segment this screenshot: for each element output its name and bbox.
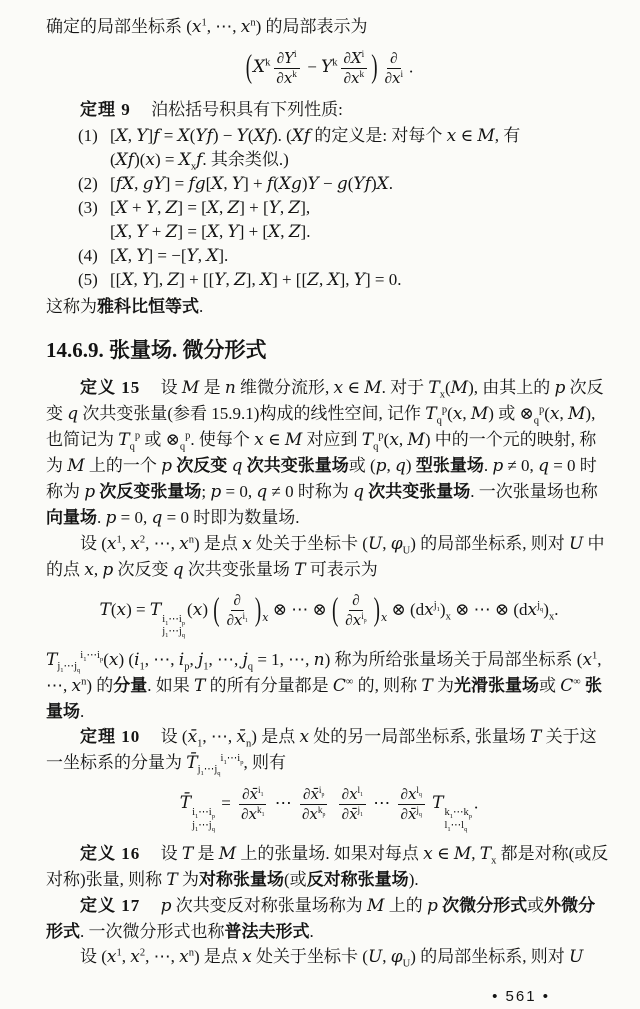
- lower-indices: $l_1\cdots l_q$: [444, 819, 468, 833]
- x-term: $X^k$: [253, 57, 271, 78]
- section-heading: 14.6.9. 张量场. 微分形式: [46, 338, 267, 362]
- rhs-tensor: T: [432, 793, 444, 814]
- theorem-9: [46, 97, 612, 122]
- period: .: [409, 57, 414, 77]
- property-item-4: [46, 244, 612, 268]
- property-item-1: [46, 124, 612, 172]
- bracket-vector-field-formula: [46, 49, 612, 88]
- argument: (x): [187, 599, 208, 620]
- point-subscript: x: [380, 610, 388, 624]
- tensor-expansion-formula: [46, 592, 612, 638]
- denominator: ∂x̄$^{j_q}$: [400, 805, 422, 824]
- tensor-indices: [192, 807, 215, 831]
- denominator: $\partial x^k$: [276, 69, 297, 87]
- tensor-transform-formula: [46, 785, 612, 832]
- close-paren: ): [373, 592, 380, 629]
- item-text: [X + Y, Z] = [X, Z] + [Y, Z],: [110, 198, 311, 218]
- item-text-cont: [X, Y + Z] = [X, Y] + [X, Z].: [110, 222, 311, 242]
- upper-indices: $i_1\cdots i_p$: [192, 807, 215, 821]
- property-list: [46, 124, 612, 292]
- item-text: [X, Y]f = X(Yf) − Y(Xf). (Xf 的定义是: 对每个 x ∈ M, 有: [110, 126, 521, 146]
- formula-lead: T(x) = T: [99, 599, 162, 620]
- property-item-2: [46, 172, 612, 196]
- fraction: [382, 50, 406, 88]
- fraction: [299, 785, 328, 824]
- numerator: ∂x̄$^{i_p}$: [300, 785, 327, 805]
- open-paren: (: [331, 592, 339, 629]
- y-term: $Y^k$: [321, 57, 338, 78]
- property-item-5: [46, 268, 612, 292]
- denominator: $\partial x^{i_1}$: [226, 611, 248, 629]
- close-paren: ): [254, 592, 262, 629]
- fraction: [224, 592, 251, 630]
- numerator: ∂x̄$^{i_1}$: [239, 785, 266, 805]
- theorem-10: [46, 724, 612, 776]
- tensor-product-dots: ⊗ ⋯ ⊗: [272, 599, 327, 619]
- numerator: $\partial Y^i$: [274, 49, 300, 69]
- lower-indices: $j_1\cdots j_q$: [192, 819, 215, 833]
- lhs-tensor: T̄: [179, 793, 192, 814]
- theorem-9-label: 定理 9: [80, 100, 131, 119]
- denominator: $\partial x^{k_p}$: [301, 805, 326, 824]
- definition-17-label: 定义 17: [80, 895, 141, 915]
- equals-sign: =: [221, 793, 231, 813]
- closing-paragraph: 设 ($x^1$, $x^2$, ⋯, $x^n$) 是点 x 处关于坐标卡 (U, $\varphi_U$) 的局部坐标系, 则对 U: [80, 946, 584, 969]
- definition-15-text: 设 M 是 n 维微分流形, x ∈ M. 对于 $T_x(M)$, 由其上的 p 次反变 q 次共变张量(参看 15.9.1)构成的线性空间, 记作 $T_q^p(x$, M) 或 $\otimes_q^p(x$, M), 也简记为 $T_q^p$ 或 $\otimes_q^p$. 使每个 x ∈ M 对应到 $T_q^p(x$, M) 中的一个元的映射, 称为 M 上的一个 p 次反变 q 次共变张量场或 (p, q) 型张量场. p ≠ 0, q = 0 时称为 p 次反变张量场; p = 0, q ≠ 0 时称为 q 次共变张量场. 一次张量场也称向量场. p = 0, q = 0 时即为数量场.: [46, 378, 604, 528]
- coordinate-paragraph: 设 ($x^1$, $x^2$, ⋯, $x^n$) 是点 x 处关于坐标卡 (U, $\varphi_U$) 的局部坐标系, 则对 U 中的点 x, p 次反变 q 次共变张量场 T 可表示为: [46, 534, 605, 580]
- denominator: $\partial x^{i_p}$: [345, 611, 367, 629]
- numerator: ∂: [349, 592, 362, 611]
- denominator: $\partial x^k$: [343, 69, 365, 87]
- item-number: (1): [78, 126, 98, 145]
- item-text: [X, Y] = −[Y, X].: [110, 246, 229, 266]
- tensor-indices: [444, 807, 472, 831]
- definition-17: [46, 893, 612, 944]
- definition-15-label: 定义 15: [80, 378, 141, 397]
- definition-17-text: p 次共变反对称张量场称为 M 上的 p 次微分形式或外微分形式. 一次微分形式也称普法夫形式.: [46, 895, 596, 941]
- minus-sign: −: [307, 57, 317, 77]
- fraction: [238, 785, 267, 824]
- item-text-cont: $(Xf)(x) = X_xf$. 其余类似.): [110, 150, 289, 173]
- fraction: [341, 49, 368, 88]
- theorem-10-text: 设 ($x̄_1$, ⋯, $x̄_n$) 是点 x 处的另一局部坐标系, 张量场 T 关于这一坐标系的分量为 $T̄_{j_1\cdots j_q}^{i_1\cdots i_p}$, 则有: [46, 727, 597, 778]
- tensor-indices: [162, 614, 185, 638]
- theorem-10-label: 定理 10: [80, 727, 141, 747]
- theorem-9-lead: 泊松括号积具有下列性质:: [151, 100, 343, 119]
- period: .: [473, 793, 479, 813]
- denominator: ∂x̄$^{j_1}$: [341, 805, 364, 824]
- lower-indices: $j_1\cdots j_q$: [162, 625, 186, 640]
- close-paren: ): [371, 49, 378, 87]
- fraction: [339, 785, 366, 824]
- numerator: $\partial x^{l_q}$: [398, 785, 425, 805]
- numerator: ∂: [387, 50, 400, 69]
- definition-16: [46, 841, 612, 893]
- denominator: $\partial x^i$: [384, 68, 404, 87]
- dots: ⋯: [373, 793, 391, 813]
- item-number: (5): [78, 270, 98, 289]
- item-text: [fX, gY] = fg[X, Y] + f(Xg)Y − g(Yf)X.: [110, 174, 393, 194]
- item-text: [[X, Y], Z] + [[Y, Z], X] + [[Z, X], Y] = 0.: [110, 270, 402, 290]
- components-paragraph: $T_{j_1\cdots j_q}^{i_1\cdots i_p}(x)$ ($i_1$, ⋯, $i_p$, $j_1$, ⋯, $j_q = 1$, ⋯, n) 称为所给张量场关于局部坐标系 ($x^1$, ⋯, $x^n$) 的分量. 如果 T 的所有分量都是 C∞ 的, 则称 T 为光滑张量场或 C∞ 张量场.: [46, 650, 603, 722]
- fraction: [342, 592, 369, 630]
- fraction: [398, 785, 425, 824]
- item-number: (3): [78, 198, 98, 217]
- definition-16-text: 设 T 是 M 上的张量场. 如果对每点 x ∈ M, $T_x$ 都是对称(或反对称)张量, 则称 T 为对称张量场(或反对称张量场).: [46, 843, 609, 890]
- numerator: $\partial X^i$: [341, 49, 368, 69]
- jacobi-identity-note: 这称为雅科比恒等式.: [46, 297, 204, 316]
- intro-line: 确定的局部坐标系 ($x^1$, ⋯, $x^n$) 的局部表示为: [46, 17, 368, 37]
- dots: ⋯: [274, 793, 292, 813]
- open-paren: (: [213, 592, 220, 629]
- page-number: • 561 •: [492, 987, 550, 1005]
- definition-16-label: 定义 16: [80, 843, 141, 863]
- item-number: (2): [78, 174, 98, 193]
- fraction: [273, 49, 300, 88]
- definition-15: [46, 375, 612, 531]
- property-item-3: [46, 196, 612, 244]
- numerator: ∂: [231, 592, 244, 611]
- denominator: $\partial x^{k_1}$: [241, 805, 265, 824]
- point-subscript: x: [262, 610, 269, 624]
- open-paren: (: [245, 49, 253, 87]
- numerator: $\partial x^{l_1}$: [339, 785, 366, 805]
- item-number: (4): [78, 246, 98, 265]
- upper-indices: $i_1\cdots i_p$: [162, 613, 186, 627]
- upper-indices: $k_1\cdots k_p$: [444, 807, 472, 821]
- formula-tail: ⊗ $(dx^{j_1})_x$ ⊗ ⋯ ⊗ $(dx^{j_q})_x$.: [391, 599, 559, 623]
